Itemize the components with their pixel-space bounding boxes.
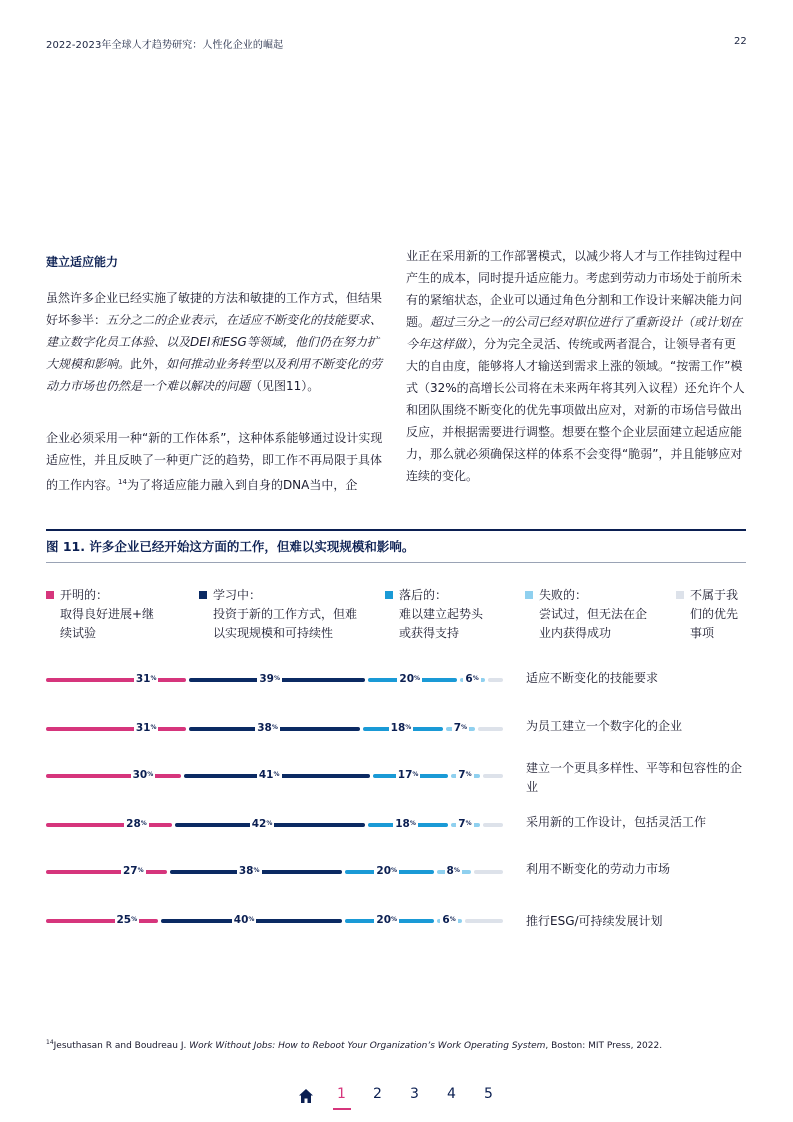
- data-label: 27%: [122, 865, 144, 877]
- bar-segment-na: [488, 678, 503, 682]
- data-label: 6%: [465, 673, 479, 685]
- section-heading: 建立适应能力: [46, 255, 119, 269]
- figure-bottom-rule: [46, 562, 746, 563]
- bar-segment-pioneer: [46, 678, 186, 682]
- data-label: 39%: [259, 673, 280, 685]
- nav-page-5[interactable]: 5: [484, 1086, 493, 1102]
- legend-text: 落后的：: [399, 588, 448, 602]
- footnote: $^{14}$Jesuthasan R and Boudreau J. Work Without Jobs: How to Reboot Your Organization’s Work Operating System, Boston: MIT Press, 2022.: [46, 1039, 663, 1051]
- bar-segment-pioneer: [46, 774, 181, 778]
- legend-swatch: [676, 591, 684, 599]
- legend-text: 业内获得成功: [539, 626, 612, 640]
- data-label: 6%: [442, 914, 456, 926]
- nav-page-3[interactable]: 3: [410, 1086, 419, 1102]
- data-label: 38%: [257, 722, 278, 734]
- data-label: 41%: [258, 769, 280, 781]
- legend-item-learning: [199, 586, 357, 643]
- legend-text: 或获得支持: [399, 626, 460, 640]
- legend-text: 难以建立起势头: [399, 607, 484, 621]
- legend-item-na: [676, 586, 738, 643]
- legend-text: 失败的：: [539, 588, 588, 602]
- bar-segment-na: [465, 919, 503, 923]
- legend-swatch: [385, 591, 393, 599]
- bar-row-label: 利用不断变化的劳动力市场: [526, 862, 671, 876]
- bar-row-label: 为员工建立一个数字化的企业: [526, 719, 683, 733]
- bar-segment-na: [483, 823, 503, 827]
- bar-segment-na: [478, 727, 503, 731]
- data-label: 7%: [453, 722, 468, 734]
- legend-text: 投资于新的工作方式，但难: [213, 607, 358, 621]
- data-label: 42%: [251, 818, 273, 830]
- legend-text: 取得良好进展+继: [60, 607, 155, 621]
- legend-text: 以实现规模和可持续性: [213, 626, 334, 640]
- legend-text: 事项: [690, 626, 715, 640]
- data-label: 31%: [135, 673, 157, 685]
- bar-row-label: 建立一个更具多样性、平等和包容性的企业: [526, 761, 743, 794]
- data-label: 8%: [446, 865, 460, 877]
- home-icon[interactable]: [298, 1088, 314, 1104]
- page-number: 22: [734, 36, 747, 47]
- data-label: 17%: [397, 769, 419, 781]
- data-label: 18%: [395, 818, 416, 830]
- page-navigation: [0, 1086, 793, 1116]
- bar-row-label: 采用新的工作设计，包括灵活工作: [526, 815, 707, 829]
- legend-text: 们的优先: [690, 607, 739, 621]
- bar-row: [46, 719, 506, 739]
- data-label: 28%: [126, 818, 147, 830]
- legend-text: 学习中：: [213, 588, 262, 602]
- nav-page-2[interactable]: 2: [373, 1086, 382, 1102]
- bar-segment-pioneer: [46, 919, 158, 923]
- figure-top-rule: [46, 529, 746, 531]
- bar-segment-na: [483, 774, 503, 778]
- data-label: 20%: [399, 673, 421, 685]
- running-header: 2022-2023年全球人才趋势研究：人性化企业的崛起: [46, 40, 284, 51]
- data-label: 25%: [116, 914, 138, 926]
- legend-swatch: [525, 591, 533, 599]
- nav-page-4[interactable]: 4: [447, 1086, 456, 1102]
- data-label: 20%: [376, 865, 398, 877]
- legend-item-pioneer: [46, 586, 154, 643]
- bar-segment-pioneer: [46, 870, 167, 874]
- bar-row: [46, 911, 506, 931]
- footnote-ref[interactable]: 14: [118, 478, 127, 486]
- bar-row-label: 适应不断变化的技能要求: [526, 671, 659, 685]
- legend-swatch: [46, 591, 54, 599]
- data-label: 7%: [458, 769, 472, 781]
- body-paragraph-right: 业正在采用新的工作部署模式，以减少将人才与工作挂钩过程中产生的成本，同时提升适应能力。考虑到劳动力市场处于前所未有的紧缩状态，企业可以通过角色分割和工作设计来解决能力问题。超过三分之一的公司已经对职位进行了重新设计（或计划在今年这样做），分为完全灵活、传统或两者混合，让领导者有更大的自由度，能够将人才输送到需求上涨的领域。“按需工作”模式（32%的高增长公司将在未来两年将其列入议程）还允许个人和团队围绕不断变化的优先事项做出应对，对新的市场信号做出反应，并根据需要进行调整。想要在整个企业层面建立起适应能力，那么就必须确保这样的体系不会变得“脆弱”，并且能够应对连续的变化。: [406, 249, 745, 483]
- legend-text: 尝试过，但无法在企: [539, 607, 648, 621]
- legend-swatch: [199, 591, 207, 599]
- legend-text: 开明的：: [60, 588, 109, 602]
- bar-segment-na: [474, 870, 503, 874]
- legend-text: 续试验: [60, 626, 97, 640]
- bar-row: [46, 670, 506, 690]
- data-label: 20%: [376, 914, 398, 926]
- data-label: 18%: [390, 722, 412, 734]
- data-label: 31%: [135, 722, 157, 734]
- bar-row: [46, 862, 506, 882]
- bar-row: [46, 815, 506, 835]
- body-paragraph-1: 虽然许多企业已经实施了敏捷的方法和敏捷的工作方式，但结果好坏参半：五分之二的企业表示，在适应不断变化的技能要求、建立数字化员工体验、以及DEI和ESG等领域，他们仍在努力扩大规模和影响。此外，如何推动业务转型以及利用不断变化的劳动力市场也仍然是一个难以解决的问题（见图11）。: [46, 291, 383, 393]
- body-paragraph-2: 企业必须采用一种“新的工作体系”，这种体系能够通过设计实现适应性，并且反映了一种更广泛的趋势，即工作不再局限于具体的工作内容。$^{14}$为了将适应能力融入到自身的DNA当中，企: [46, 431, 383, 492]
- data-label: 30%: [132, 769, 154, 781]
- data-label: 38%: [238, 865, 260, 877]
- bar-row-label: 推行ESG/可持续发展计划: [526, 914, 663, 928]
- bar-segment-pioneer: [46, 823, 172, 827]
- data-label: 7%: [458, 818, 472, 830]
- active-page-underline: [333, 1108, 351, 1110]
- legend-item-lagging: [385, 586, 483, 643]
- figure-title: 图 11. 许多企业已经开始这方面的工作，但难以实现规模和影响。: [46, 539, 415, 554]
- bar-segment-pioneer: [46, 727, 186, 731]
- legend-item-failed: [525, 586, 647, 643]
- data-label: 40%: [233, 914, 255, 926]
- bar-row: [46, 766, 506, 786]
- nav-page-1[interactable]: 1: [337, 1086, 346, 1102]
- legend-text: 不属于我: [690, 588, 739, 602]
